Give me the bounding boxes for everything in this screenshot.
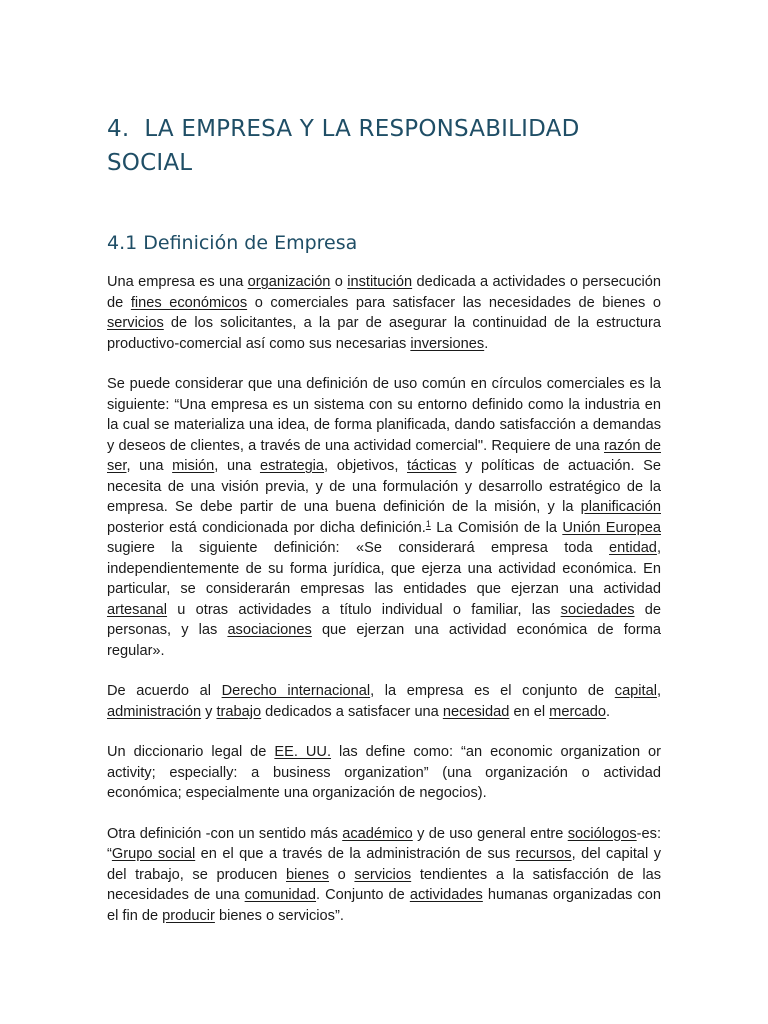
text: , del capital y del trabajo, se producen — [107, 846, 661, 883]
text: . — [484, 335, 489, 352]
footnote-link[interactable]: 1 — [425, 518, 431, 529]
text: o — [330, 274, 348, 290]
link-administracion[interactable]: administración — [107, 703, 202, 720]
chapter-title-line1: LA EMPRESA Y LA RESPONSABILIDAD — [144, 116, 580, 142]
link-recursos[interactable]: recursos — [515, 846, 572, 862]
text: Otra definición -con un sentido más — [107, 825, 343, 842]
text: . — [605, 703, 611, 720]
text: sugiere la siguiente definición: «Se considerará empresa toda — [107, 540, 610, 556]
text: La Comisión de la — [430, 519, 563, 536]
link-fines-economicos[interactable]: fines económicos — [130, 294, 248, 311]
text: de los solicitantes, a la par de asegurar la continuidad de la estructura productivo-comercial así como sus necesarias — [107, 315, 661, 352]
text: . Conjunto de — [316, 887, 410, 903]
text: , objetivos, — [324, 458, 407, 474]
link-planificacion[interactable]: planificación — [580, 499, 661, 515]
link-union-europea[interactable]: Unión Europea — [562, 519, 661, 536]
text: -es: “ — [107, 825, 661, 862]
link-capital[interactable]: capital — [614, 683, 657, 699]
link-servicios[interactable]: servicios — [354, 866, 412, 883]
paragraph-definition — [107, 272, 661, 354]
text: humanas organizadas con el fin de — [107, 887, 661, 924]
text: Una empresa es una — [107, 274, 248, 290]
link-ee-uu[interactable]: EE. UU. — [274, 744, 332, 760]
text: , independientemente de su forma jurídica, que ejerza una actividad económica. En particular, se considerarán empresas las entidades que ejerzan una actividad — [107, 540, 661, 597]
link-comunidad[interactable]: comunidad — [244, 887, 317, 903]
link-servicios[interactable]: servicios — [107, 315, 164, 331]
link-necesidad[interactable]: necesidad — [442, 703, 510, 720]
text: posterior está condicionada por dicha definición. — [107, 519, 426, 536]
document-body — [107, 112, 661, 926]
link-artesanal[interactable]: artesanal — [107, 601, 168, 618]
link-actividades[interactable]: actividades — [409, 887, 483, 903]
paragraph-common-definition — [107, 374, 661, 661]
text: o comerciales para satisfacer las necesidades de bienes o — [247, 294, 661, 311]
text: , una — [126, 458, 173, 474]
text: tendientes a la satisfacción de las necesidades de una — [107, 866, 661, 903]
link-tacticas[interactable]: tácticas — [407, 458, 457, 474]
link-mercado[interactable]: mercado — [549, 703, 606, 720]
link-grupo-social[interactable]: Grupo social — [111, 846, 196, 862]
text: bienes o servicios”. — [214, 907, 344, 924]
link-academico[interactable]: académico — [342, 825, 413, 842]
link-derecho-internacional[interactable]: Derecho internacional — [221, 683, 371, 699]
text: de personas, y las — [107, 601, 661, 638]
link-inversiones[interactable]: inversiones — [410, 335, 485, 352]
text: , una — [214, 458, 260, 474]
paragraph-academic-definition — [107, 824, 661, 927]
text: o — [329, 866, 355, 883]
chapter-heading — [107, 112, 661, 180]
text: en el — [509, 703, 550, 720]
link-bienes[interactable]: bienes — [286, 866, 330, 883]
text: dedicados a satisfacer una — [261, 703, 443, 720]
text: y — [201, 703, 217, 720]
paragraph-derecho-internacional — [107, 681, 661, 722]
text: en el que a través de la administración de sus — [195, 846, 516, 862]
link-trabajo[interactable]: trabajo — [216, 703, 262, 720]
text: Se puede considerar que una definición de uso común en círculos comerciales es la siguiente: “Una empresa es un sistema con su entorno definido como la industria en la cual se materializa una idea, de forma planificada, dando satisfacción a demandas y deseos de clientes, a través de una actividad comercial". Requiere de una — [107, 376, 661, 454]
text: y políticas de actuación. Se necesita de una visión previa, y de una formulación y desarrollo estratégico de la empresa. Se debe partir de una buena definición de la misión, y la — [107, 458, 662, 515]
text: u otras actividades a título individual o familiar, las — [167, 601, 561, 618]
text: Un diccionario legal de — [107, 744, 275, 760]
link-organizacion[interactable]: organización — [247, 274, 331, 290]
paragraph-legal-dictionary — [107, 742, 661, 804]
text: De acuerdo al — [107, 683, 222, 699]
text: , — [656, 683, 662, 699]
text: y de uso general entre — [412, 825, 568, 842]
link-estrategia[interactable]: estrategia — [259, 458, 325, 474]
section-heading: 4.1 Definición de Empresa — [107, 232, 358, 254]
link-entidad[interactable]: entidad — [609, 540, 657, 556]
link-sociologos[interactable]: sociólogos — [567, 825, 637, 842]
link-producir[interactable]: producir — [162, 907, 215, 924]
link-razon-de-ser[interactable]: razón de ser — [107, 437, 661, 474]
text: las define como: “an economic organization or activity; especially: a business organization” (una organización o actividad económica; especialmente una organización de negocios). — [107, 744, 662, 801]
link-institucion[interactable]: institución — [347, 274, 413, 290]
text: dedicada a actividades o persecución de — [107, 274, 661, 311]
chapter-title-line2: SOCIAL — [107, 150, 193, 176]
text: que ejerzan una actividad económica de forma regular». — [107, 622, 661, 659]
text: , la empresa es el conjunto de — [370, 683, 615, 699]
chapter-number: 4. — [107, 116, 130, 142]
link-mision[interactable]: misión — [172, 458, 215, 474]
link-asociaciones[interactable]: asociaciones — [227, 622, 312, 638]
link-sociedades[interactable]: sociedades — [560, 601, 635, 618]
